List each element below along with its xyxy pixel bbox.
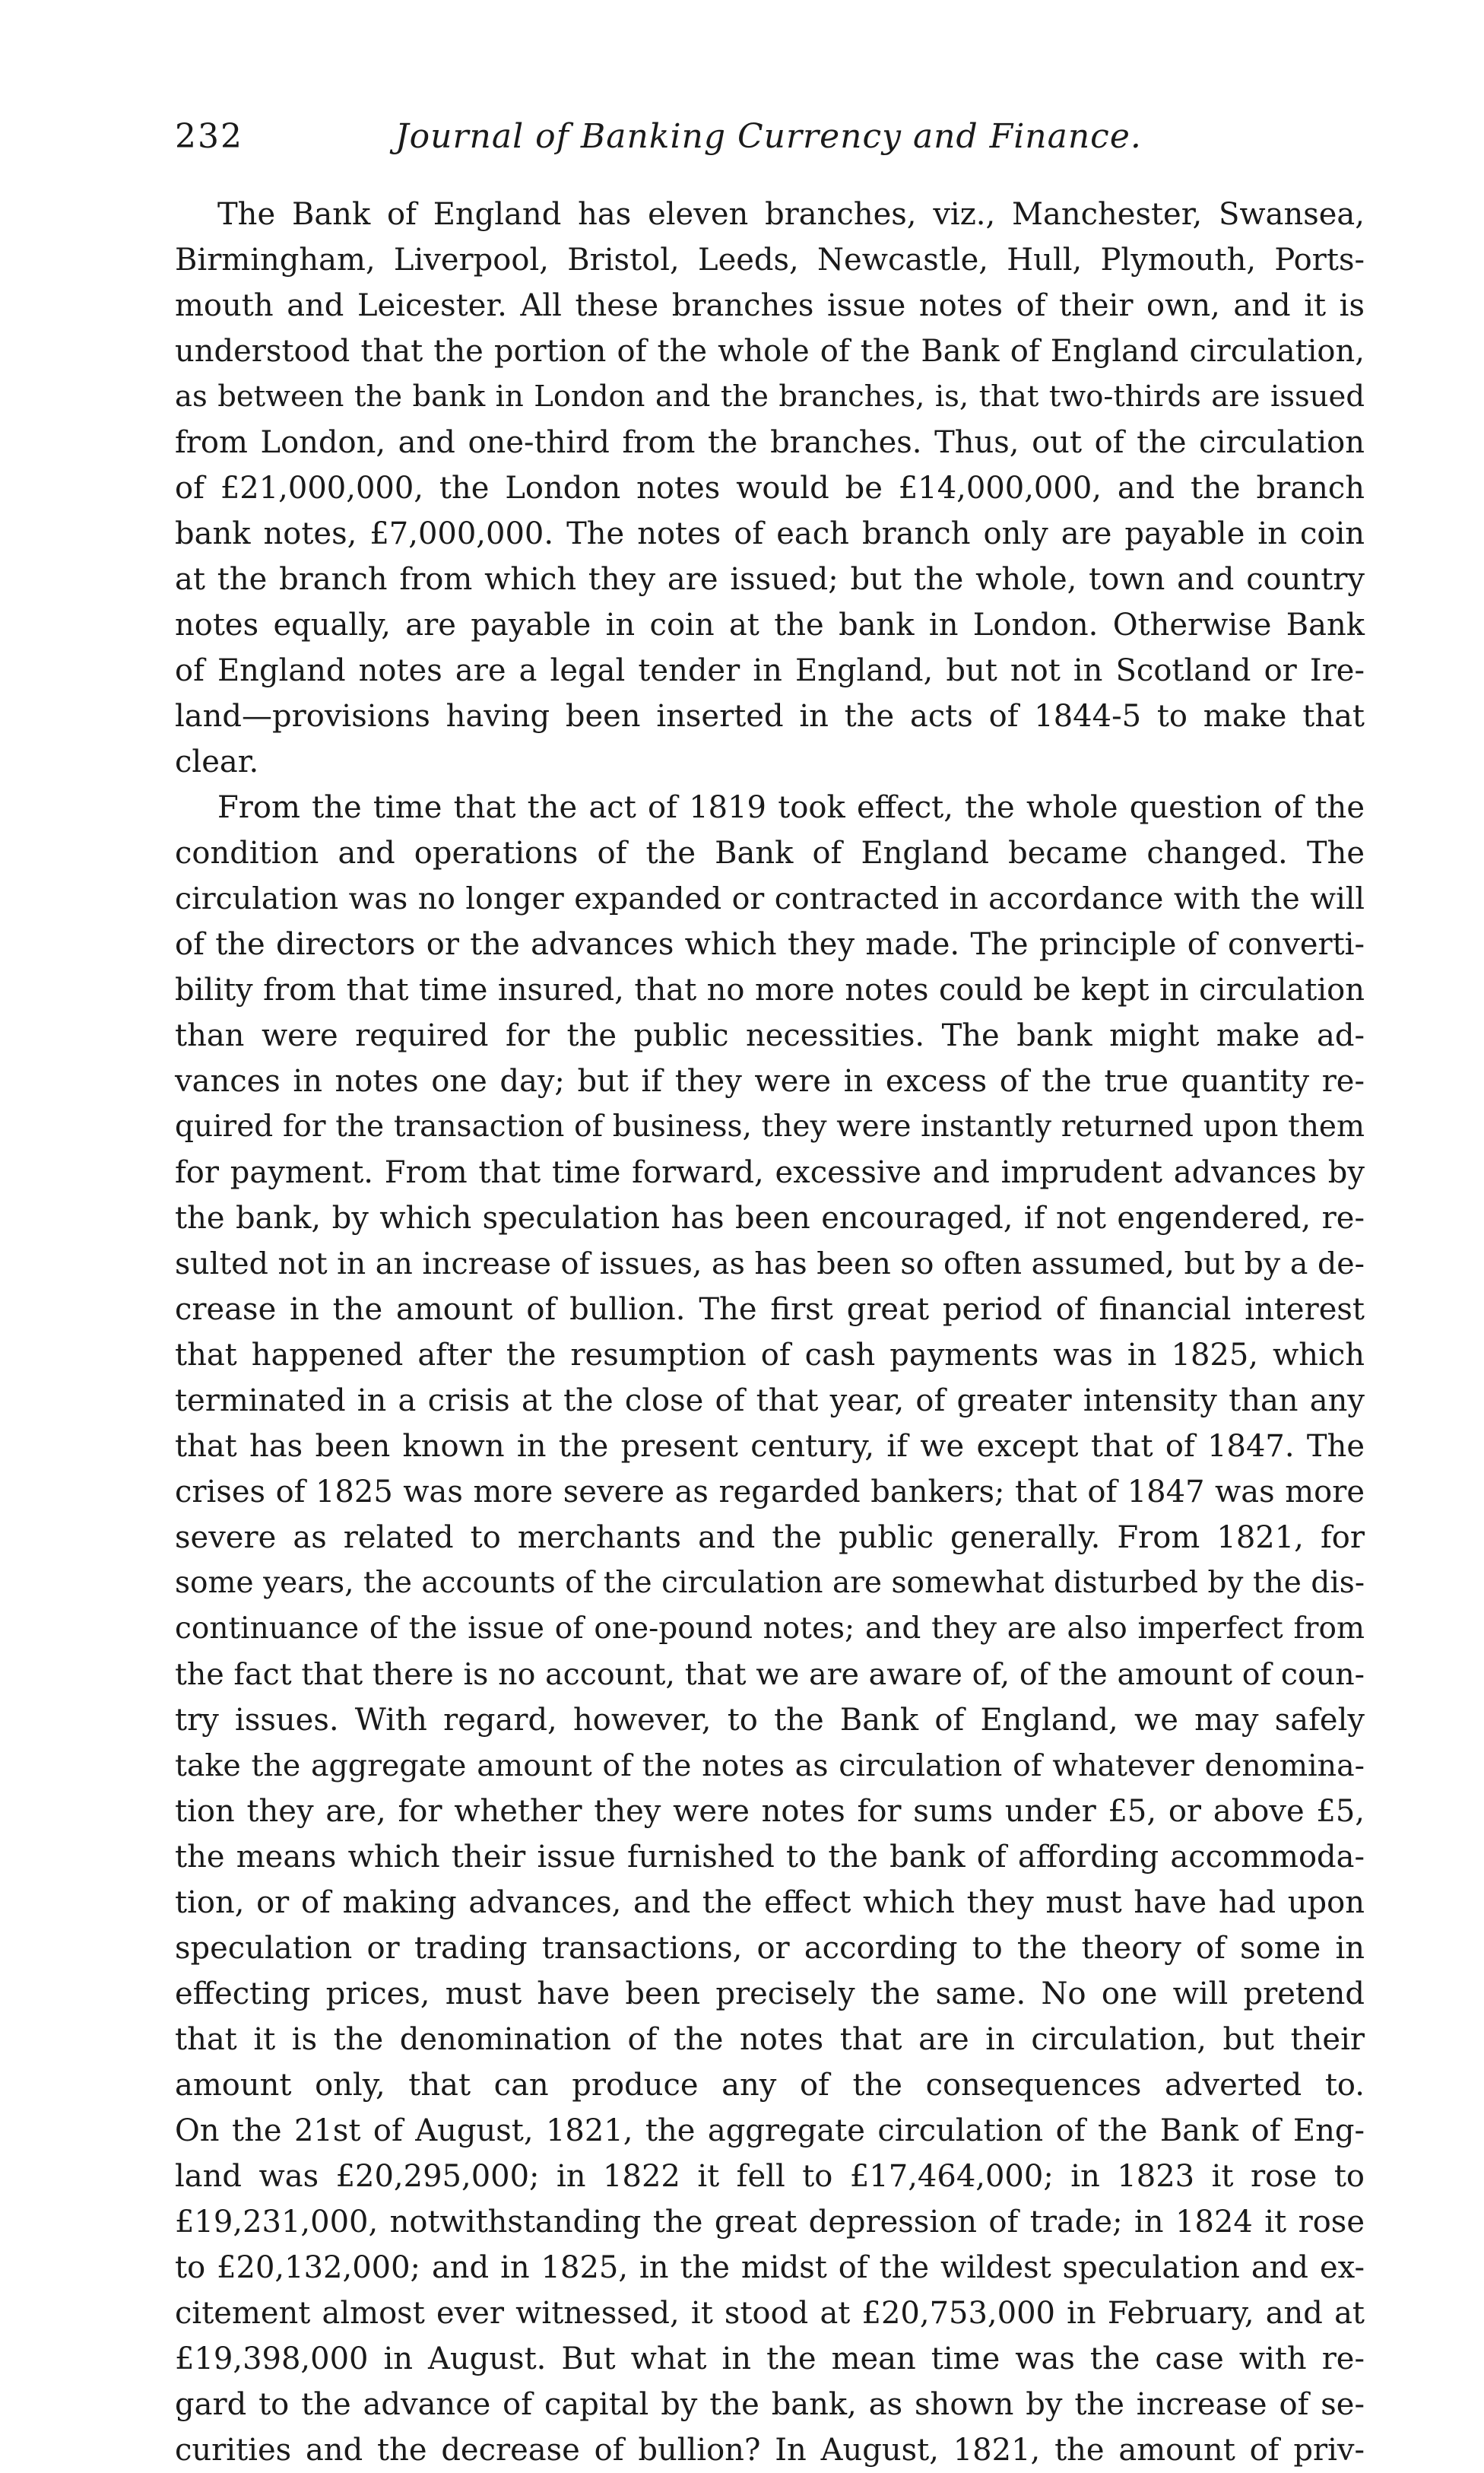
text-line: for payment. From that time forward, excessive and imprudent advances by [175,1155,1365,1190]
text-line: effecting prices, must have been precisely the same. No one will pretend [175,1976,1365,2011]
paragraph-1 [175,192,1365,785]
text-line: vances in notes one day; but if they were in excess of the true quantity re- [175,1064,1365,1099]
text-line: amount only, that can produce any of the consequences adverted to. [175,2068,1365,2103]
text-line: as between the bank in London and the branches, is, that two-thirds are issued [175,379,1365,414]
text-line: condition and operations of the Bank of England became changed. The [175,836,1365,871]
paragraph-2 [175,785,1365,2473]
text-line: £19,231,000, notwithstanding the great depression of trade; in 1824 it rose [175,2205,1365,2240]
text-line: £19,398,000 in August. But what in the mean time was the case with re- [175,2341,1365,2376]
text-line: of £21,000,000, the London notes would be £14,000,000, and the branch [175,471,1365,506]
text-line: clear. [175,744,259,779]
text-line: mouth and Leicester. All these branches issue notes of their own, and it is [175,288,1365,323]
text-line: the means which their issue furnished to the bank of affording accommoda- [175,1840,1365,1875]
text-line: continuance of the issue of one-pound notes; and they are also imperfect from [175,1611,1365,1646]
text-line: to £20,132,000; and in 1825, in the midst of the wildest speculation and ex- [175,2250,1365,2285]
text-line: curities and the decrease of bullion? In August, 1821, the amount of priv- [175,2433,1365,2468]
text-line: severe as related to merchants and the public generally. From 1821, for [175,1520,1365,1555]
text-line: crises of 1825 was more severe as regarded bankers; that of 1847 was more [175,1475,1365,1510]
text-line: land was £20,295,000; in 1822 it fell to £17,464,000; in 1823 it rose to [175,2159,1365,2194]
page-number: 232 [175,117,243,156]
body-text [175,192,1365,2473]
text-line: quired for the transaction of business, they were instantly returned upon them [175,1110,1365,1144]
text-line: terminated in a crisis at the close of that year, of greater intensity than any [175,1383,1365,1418]
text-line: take the aggregate amount of the notes as circulation of whatever denomina- [175,1748,1365,1783]
text-line: the bank, by which speculation has been encouraged, if not engendered, re- [175,1201,1365,1236]
text-line: land—provisions having been inserted in the acts of 1844-5 to make that [175,699,1365,734]
text-line: gard to the advance of capital by the bank, as shown by the increase of se- [175,2387,1365,2422]
text-line: of England notes are a legal tender in England, but not in Scotland or Ire- [175,653,1365,688]
text-line: that has been known in the present century, if we except that of 1847. The [175,1429,1365,1464]
text-line: Birmingham, Liverpool, Bristol, Leeds, Newcastle, Hull, Plymouth, Ports- [175,243,1365,278]
text-line: the fact that there is no account, that we are aware of, of the amount of coun- [175,1657,1365,1692]
text-line: From the time that the act of 1819 took effect, the whole question of the [217,790,1365,825]
text-line: tion they are, for whether they were notes for sums under £5, or above £5, [175,1794,1365,1829]
text-line: crease in the amount of bullion. The first great period of financial interest [175,1292,1365,1327]
text-line: circulation was no longer expanded or contracted in accordance with the will [175,881,1365,916]
text-line: that it is the denomination of the notes that are in circulation, but their [175,2022,1365,2057]
page-header [175,114,1361,175]
text-line: try issues. With regard, however, to the Bank of England, we may safely [175,1703,1365,1738]
running-title: Journal of Banking Currency and Finance. [395,117,1142,156]
text-line: than were required for the public necessities. The bank might make ad- [175,1018,1365,1053]
text-line: The Bank of England has eleven branches, viz., Manchester, Swansea, [217,197,1365,232]
text-line: of the directors or the advances which they made. The principle of converti- [175,927,1365,962]
text-line: On the 21st of August, 1821, the aggregate circulation of the Bank of Eng- [175,2113,1365,2148]
text-line: at the branch from which they are issued; but the whole, town and country [175,562,1365,597]
text-line: bility from that time insured, that no more notes could be kept in circulation [175,973,1365,1008]
text-line: citement almost ever witnessed, it stood at £20,753,000 in February, and at [175,2296,1365,2331]
text-line: tion, or of making advances, and the effect which they must have had upon [175,1885,1365,1920]
text-line: from London, and one-third from the branches. Thus, out of the circulation [175,425,1365,460]
text-line: bank notes, £7,000,000. The notes of each branch only are payable in coin [175,516,1365,551]
text-line: notes equally, are payable in coin at the bank in London. Otherwise Bank [175,608,1365,643]
text-line: that happened after the resumption of cash payments was in 1825, which [175,1338,1365,1373]
text-line: some years, the accounts of the circulation are somewhat disturbed by the dis- [175,1566,1365,1600]
text-line: speculation or trading transactions, or according to the theory of some in [175,1931,1365,1966]
text-line: sulted not in an increase of issues, as has been so often assumed, but by a de- [175,1246,1365,1281]
text-line: understood that the portion of the whole of the Bank of England circulation, [175,334,1365,369]
